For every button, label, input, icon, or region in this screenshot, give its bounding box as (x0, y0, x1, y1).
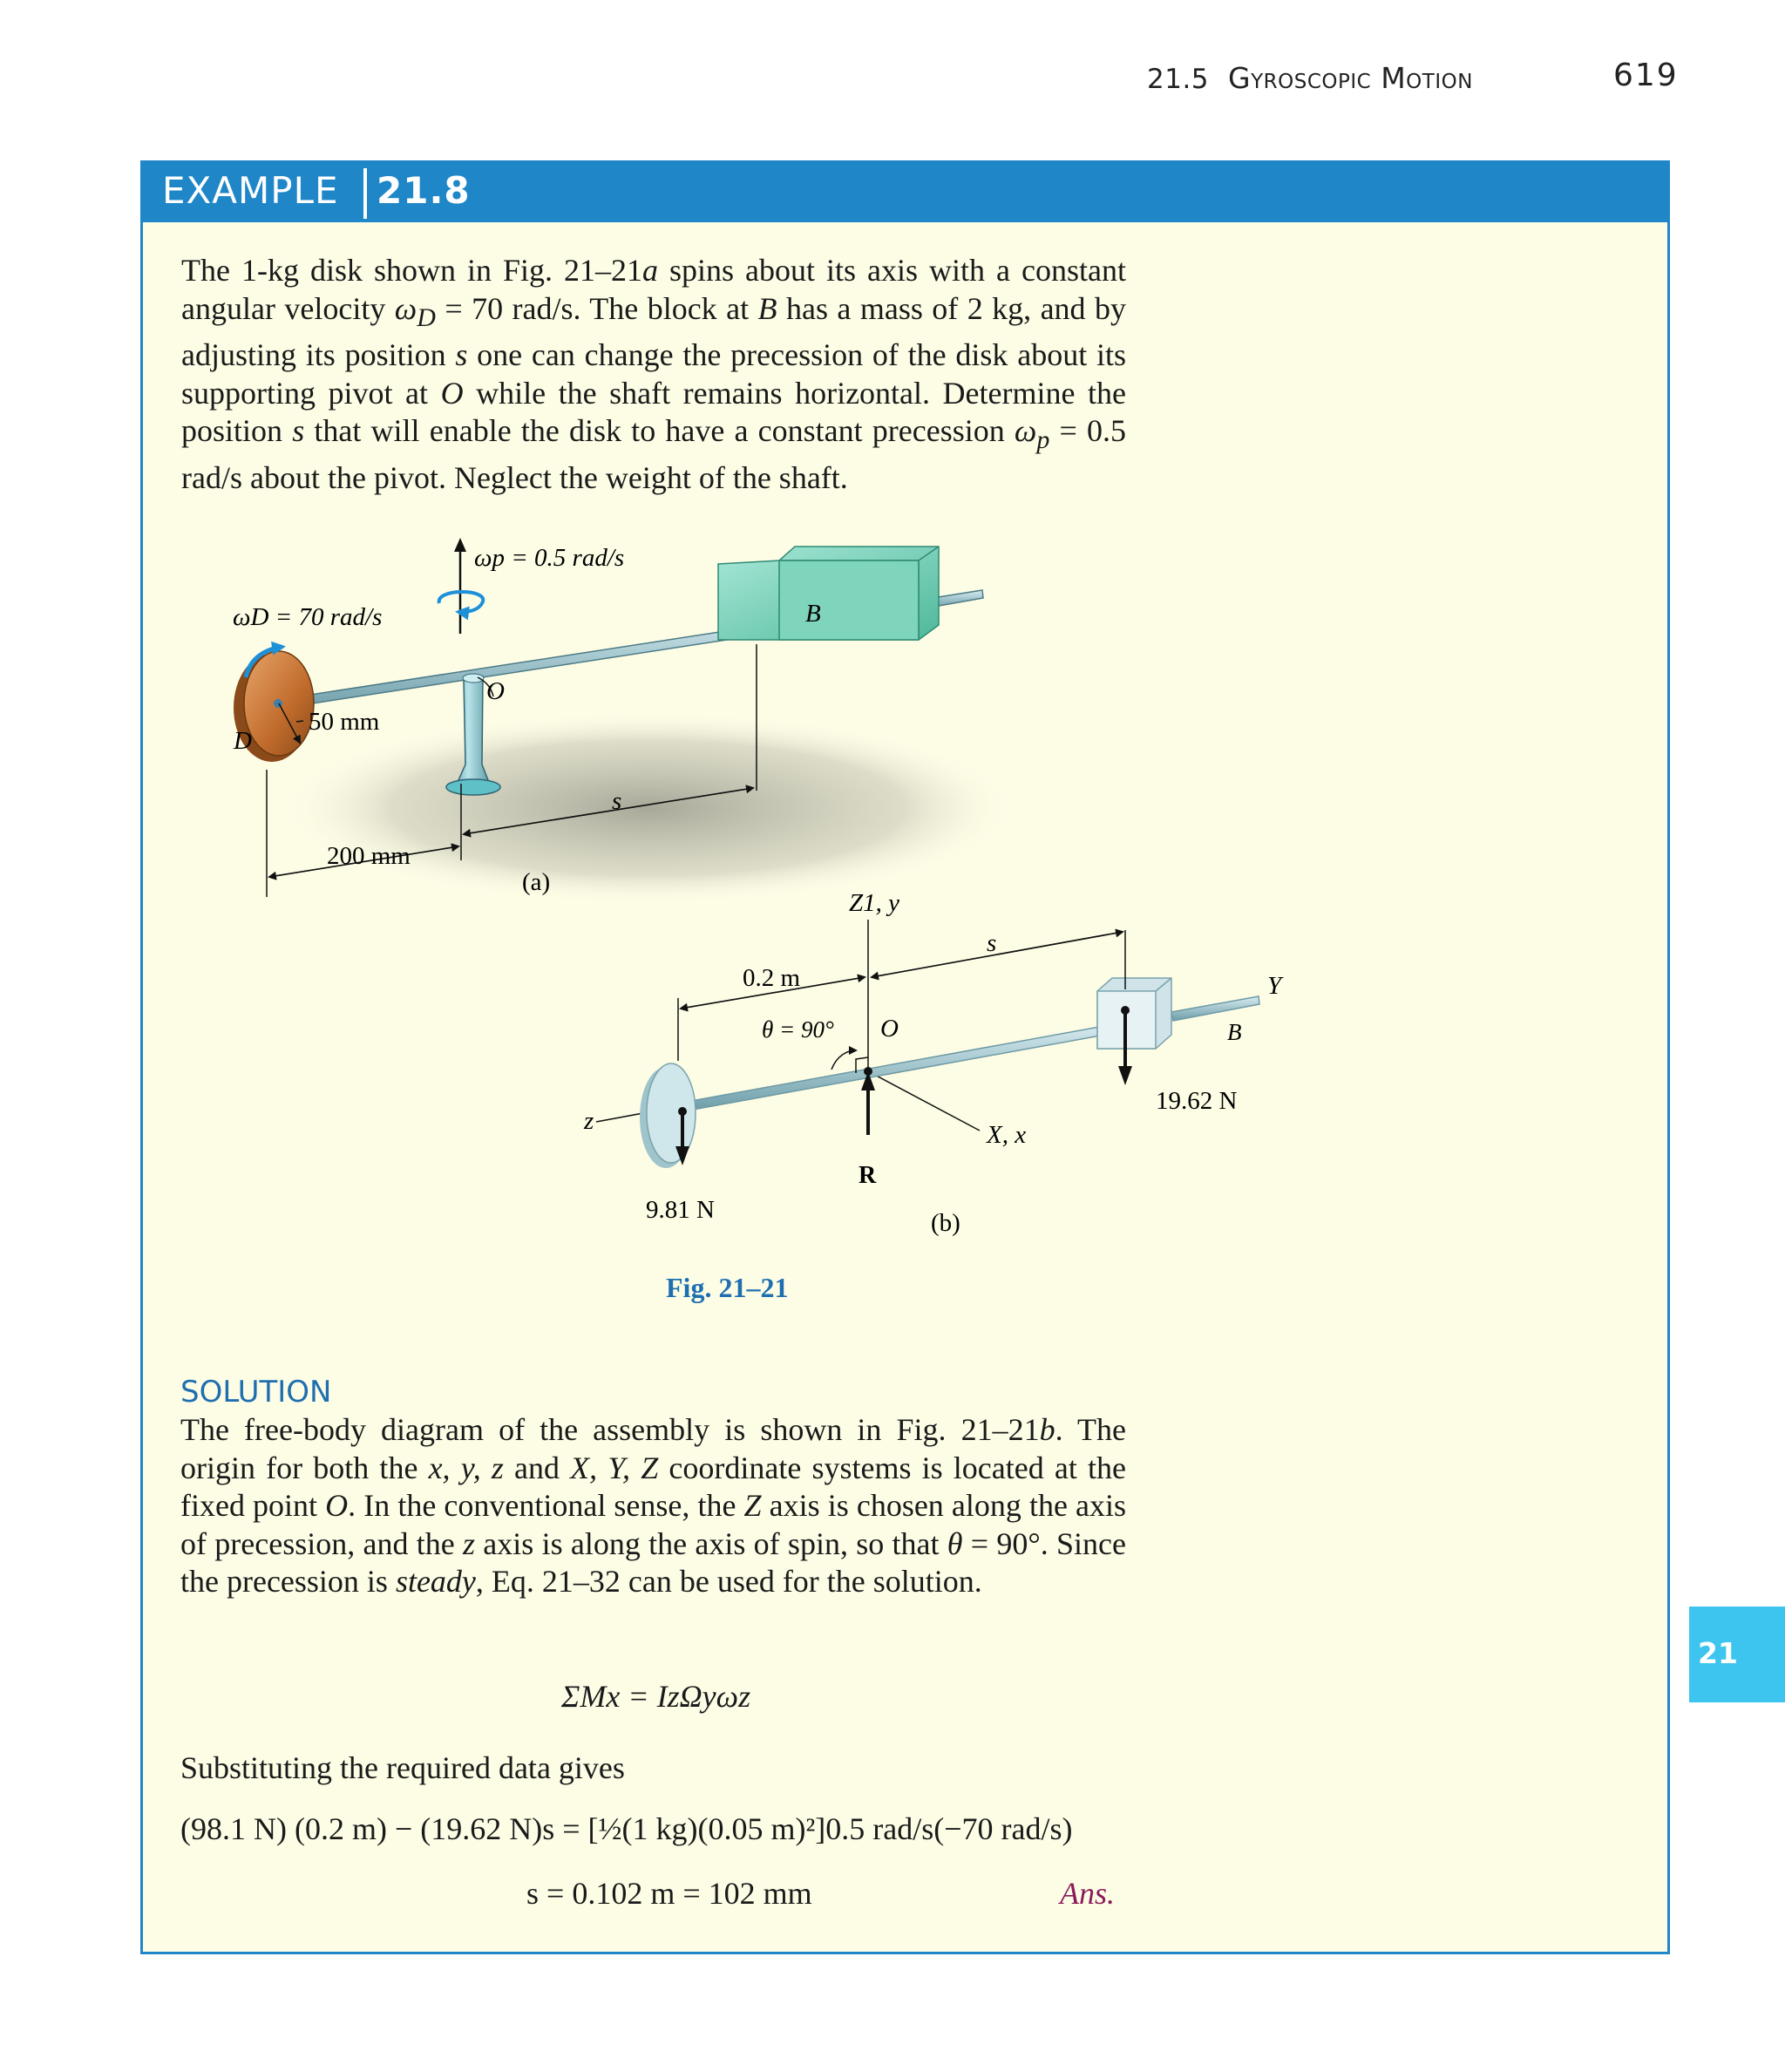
chapter-tab (1689, 1607, 1785, 1702)
substitution-equation: (98.1 N) (0.2 m) − (19.62 N)s = [½(1 kg)(0.05 m)²]0.5 rad/s(−70 rad/s) (180, 1811, 1073, 1846)
dim-s-label-a: s (612, 787, 622, 815)
caption-b: (b) (931, 1209, 960, 1237)
shaft-b (682, 1022, 1124, 1111)
z-spin-label: z (584, 1107, 594, 1135)
x-axis (868, 1071, 980, 1131)
radius-leader (296, 721, 303, 722)
disk-force-label: 9.81 N (646, 1196, 715, 1224)
label-o-b: O (880, 1015, 899, 1043)
pivot-base (446, 779, 500, 795)
label-d-a: D (234, 727, 252, 755)
example-number: 21.8 (377, 169, 471, 212)
theta-label: θ = 90° (762, 1016, 834, 1043)
disk-weight-dot (678, 1107, 687, 1116)
figure-caption: Fig. 21–21 (666, 1272, 789, 1303)
omega-p-label: ωp = 0.5 rad/s (474, 544, 625, 572)
example-label: EXAMPLE (162, 169, 339, 212)
theta-arc (831, 1050, 856, 1070)
figure-b (583, 889, 1284, 1237)
block-b-front (779, 560, 919, 640)
dim-s-label-b: s (987, 929, 997, 957)
caption-a: (a) (522, 868, 551, 896)
solution-text: The free-body diagram of the assembly is shown in Fig. 21–21b. The origin for both the x, y, z and X, Y, Z coordinate systems is located at the fixed point O. In the conventional sense, the Z axis is chosen along the axis of precession, and the z axis is along the axis of spin, so that θ = 90°. Since the precession is steady, Eq. 21–32 can be used for the solution. (180, 1412, 1127, 1599)
page-number: 619 (1613, 58, 1679, 93)
answer-label: Ans. (1060, 1876, 1115, 1911)
radius-label: 50 mm (309, 708, 380, 736)
label-o-a: O (486, 677, 505, 705)
y-axis-label: Y (1267, 972, 1282, 1000)
z1y-label: Z1, y (849, 889, 899, 917)
origin-dot (864, 1067, 872, 1076)
omega-d-label: ωD = 70 rad/s (233, 603, 383, 631)
solution-heading: SOLUTION (180, 1375, 332, 1410)
reaction-label: R (859, 1162, 877, 1189)
dim-02-label: 0.2 m (743, 964, 801, 992)
ground-shadow (282, 712, 1015, 904)
precession-axis-arrow (454, 538, 466, 552)
section-number: 21.5 (1147, 64, 1210, 95)
pivot-top (463, 674, 484, 683)
running-header (1147, 61, 1473, 95)
dim-200-label: 200 mm (327, 842, 411, 870)
problem-statement: The 1-kg disk shown in Fig. 21–21a spins about its axis with a constant angular velocity $\omega_D = 70$ rad/s. The block at B has a mass of 2 kg, and by adjusting its position s one can change the precession of the disk about its supporting pivot at O while the shaft remains horizontal. Determine the position s that will enable the disk to have a constant precession $\omega_p = 0.5$ rad/s about the pivot. Neglect the weight of the shaft. (181, 253, 1127, 495)
xx-label: X, x (987, 1121, 1027, 1149)
result-equation: s = 0.102 m = 102 mm (526, 1876, 812, 1911)
label-b-b: B (1227, 1019, 1242, 1045)
dim-s-b-back (872, 932, 1123, 977)
figure-21-21 (143, 163, 1668, 1322)
label-b-a: B (805, 600, 821, 628)
moment-equation: ΣMx = IzΩyωz (561, 1679, 751, 1714)
block-force-label: 19.62 N (1156, 1087, 1238, 1115)
substitution-intro: Substituting the required data gives (180, 1750, 625, 1785)
figure-a (233, 538, 1015, 904)
example-box (140, 160, 1670, 1954)
shaft-end-b (1171, 996, 1259, 1021)
section-title: Gyroscopic Motion (1228, 61, 1473, 95)
chapter-tab-number: 21 (1698, 1636, 1738, 1670)
block-weight-dot (1121, 1006, 1130, 1015)
